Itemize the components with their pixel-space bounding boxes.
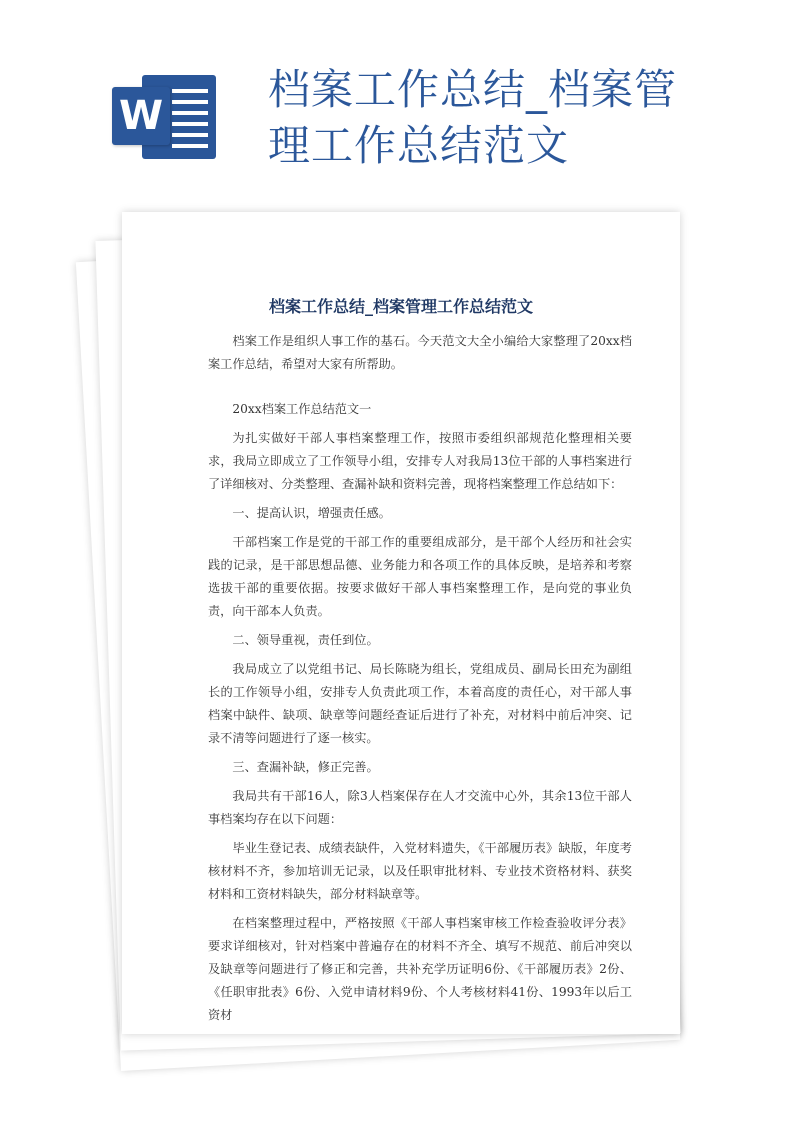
- paragraph-intro: 档案工作是组织人事工作的基石。今天范文大全小编给大家整理了20xx档案工作总结，希望对大家有所帮助。: [208, 334, 632, 371]
- paragraph: 我局成立了以党组书记、局长陈晓为组长，党组成员、副局长田充为副组长的工作领导小组，安排专人负责此项工作，本着高度的责任心，对干部人事档案中缺件、缺项、缺章等问题经查证后进行了补充，对材料中前后冲突、记录不清等问题进行了逐一核实。: [208, 662, 632, 745]
- word-logo-letter: W: [112, 87, 170, 145]
- document-page: [122, 212, 680, 1034]
- paragraph: 我局共有干部16人，除3人档案保存在人才交流中心外，其余13位干部人事档案均存在以下问题：: [208, 789, 632, 826]
- paragraph: 为扎实做好干部人事档案整理工作，按照市委组织部规范化整理相关要求，我局立即成立了工作领导小组，安排专人对我局13位干部的人事档案进行了详细核对、分类整理、查漏补缺和资料完善，现将档案整理工作总结如下：: [208, 431, 632, 491]
- word-icon: [112, 75, 216, 159]
- document-title: 档案工作总结_档案管理工作总结范文: [268, 297, 533, 316]
- subheading: 二、领导重视，责任到位。: [232, 633, 379, 647]
- paragraph: 干部档案工作是党的干部工作的重要组成部分，是干部个人经历和社会实践的记录，是干部思想品德、业务能力和各项工作的具体反映，是培养和考察选拔干部的重要依据。按要求做好干部人事档案整理工作，是向党的事业负责，向干部本人负责。: [208, 535, 632, 618]
- banner-title: 档案工作总结_档案管理工作总结范文: [268, 65, 678, 170]
- paragraph: 毕业生登记表、成绩表缺件，入党材料遗失，《干部履历表》缺版，年度考核材料不齐，参加培训无记录，以及任职审批材料、专业技术资格材料、获奖材料和工资材料缺失，部分材料缺章等。: [208, 841, 632, 901]
- paragraph: 在档案整理过程中，严格按照《干部人事档案审核工作检查验收评分表》要求详细核对，针对档案中普遍存在的材料不齐全、填写不规范、前后冲突以及缺章等问题进行了修正和完善，共补充学历证明6份、《干部履历表》2份、《任职审批表》6份、入党申请材料9份、个人考核材料41份、1993年以后工资材: [208, 916, 632, 1022]
- section-heading: 20xx档案工作总结范文一: [232, 402, 372, 416]
- subheading: 三、查漏补缺，修正完善。: [232, 760, 379, 774]
- subheading: 一、提高认识，增强责任感。: [232, 506, 391, 520]
- document-body: [208, 330, 632, 1033]
